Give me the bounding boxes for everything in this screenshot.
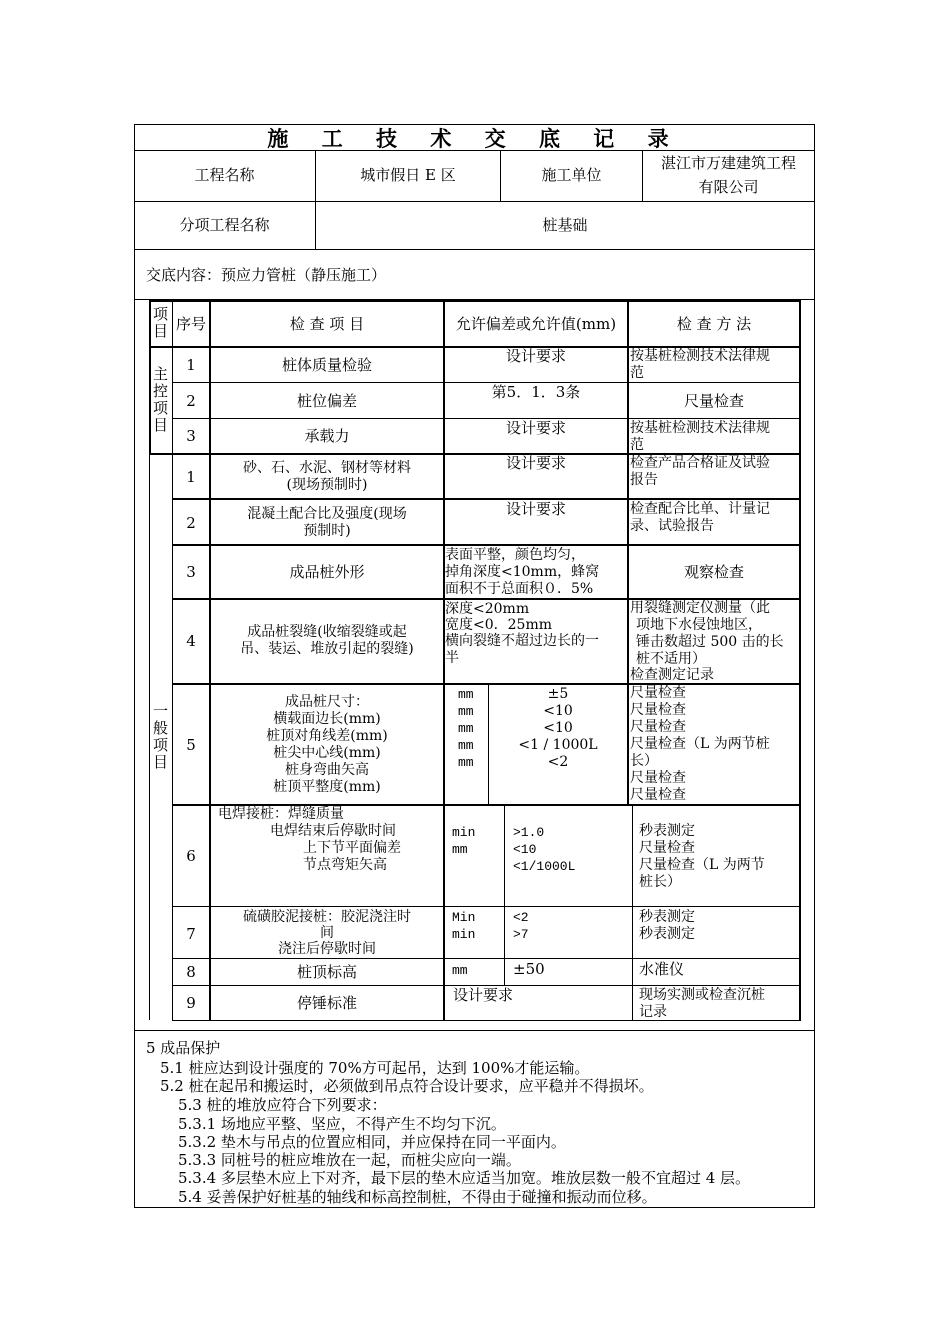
- row-item-line: 桩顶对角线差(mm): [266, 728, 388, 744]
- row-allowance: 设计要求: [453, 986, 514, 1004]
- row-unit: mm: [452, 963, 468, 978]
- row-method: 按基桩检测技术法律规: [630, 348, 770, 364]
- row-item: 桩位偏差: [296, 392, 357, 410]
- notes-heading: 5 成品保护: [146, 1039, 221, 1057]
- page-title: 施 工 技 术 交 底 记 录: [267, 127, 682, 151]
- row-item: 成品桩外形: [289, 563, 365, 581]
- row-item-line: 桩尖中心线(mm): [273, 745, 381, 761]
- row-method: 检查配合比单、计量记: [630, 501, 770, 517]
- row-method-line: 检查测定记录: [630, 667, 714, 683]
- row-item: 硫磺胶泥接桩：胶泥浇注时: [243, 909, 411, 925]
- row-method: 尺量检查: [683, 392, 744, 410]
- row-seq: 2: [186, 514, 196, 532]
- row-method-line: 尺量检查: [630, 770, 686, 786]
- note-line: 5.4 妥善保护好桩基的轴线和标高控制桩，不得由于碰撞和振动而位移。: [178, 1188, 657, 1206]
- column-header-method: 检 查 方 法: [676, 315, 752, 333]
- row-item: 成品桩裂缝(收缩裂缝或起: [247, 624, 407, 640]
- row-method-line: 桩不适用）: [636, 651, 706, 667]
- row-item-line: 预制时): [303, 523, 351, 539]
- row-item-line: 上下节平面偏差: [303, 840, 401, 856]
- row-value: >7: [513, 927, 529, 942]
- note-line: 5.2 桩在起吊和搬运时，必须做到吊点符合设计要求，应平稳并不得损坏。: [160, 1077, 654, 1095]
- row-unit: mm: [458, 755, 474, 770]
- row-method-line: 记录: [639, 1004, 667, 1020]
- row-value: ±50: [513, 960, 545, 978]
- construction-unit-label: 施工单位: [541, 166, 602, 184]
- row-method-line: 报告: [630, 472, 658, 488]
- row-value: <2: [513, 910, 529, 925]
- row-item-line: 间: [320, 925, 334, 941]
- row-seq: 6: [186, 847, 196, 865]
- row-method-line: 锤击数超过 500 击的长: [636, 634, 784, 650]
- row-value: <1 / 1000L: [518, 737, 598, 753]
- row-unit: mm: [458, 704, 474, 719]
- column-header-seq: 序号: [175, 315, 206, 333]
- row-value: <2: [547, 754, 569, 770]
- row-seq: 8: [186, 963, 196, 981]
- row-value: <1/1000L: [513, 859, 576, 874]
- row-allowance-line: 宽度<0．25mm: [445, 617, 553, 633]
- row-seq: 3: [186, 563, 196, 581]
- row-item-line: 电焊结束后停歇时间: [270, 823, 396, 839]
- row-item-line: 横载面边长(mm): [273, 711, 381, 727]
- row-value: >1.0: [513, 825, 545, 840]
- sub-project-value: 桩基础: [542, 216, 588, 234]
- row-method-line: 尺量检查（L 为两节桩: [630, 736, 770, 752]
- row-unit: min: [452, 927, 476, 942]
- row-allowance: 深度<20mm: [445, 601, 530, 617]
- row-method-line: 范: [630, 365, 644, 381]
- column-header-check-item: 检 查 项 目: [289, 315, 365, 333]
- row-item-line: 桩身弯曲矢高: [285, 762, 369, 778]
- row-unit: mm: [452, 842, 468, 857]
- row-value: <10: [543, 720, 573, 736]
- row-seq: 5: [186, 736, 196, 754]
- row-seq: 1: [186, 356, 196, 374]
- row-value: <10: [543, 703, 573, 719]
- row-seq: 2: [186, 392, 196, 410]
- construction-unit-value-2: 有限公司: [698, 178, 759, 196]
- row-item-line: 桩顶平整度(mm): [273, 779, 381, 795]
- row-allowance-line: 掉角深度<10mm，蜂窝: [445, 564, 600, 580]
- row-method-line: 桩长）: [639, 874, 681, 890]
- row-seq: 4: [186, 632, 196, 650]
- row-method-line: 长）: [630, 753, 658, 769]
- row-seq: 9: [186, 994, 196, 1012]
- row-method: 观察检查: [683, 563, 744, 581]
- row-allowance-line: 横向裂缝不超过边长的一: [445, 633, 599, 649]
- row-unit: mm: [458, 687, 474, 702]
- row-method: 按基桩检测技术法律规: [630, 420, 770, 436]
- row-method: 秒表测定: [639, 823, 695, 839]
- note-line: 5.1 桩应达到设计强度的 70%方可起吊，达到 100%才能运输。: [160, 1059, 590, 1077]
- row-method-line: 范: [630, 437, 644, 453]
- row-item-line: 吊、装运、堆放引起的裂缝): [240, 641, 414, 657]
- row-allowance: 设计要求: [505, 454, 566, 472]
- row-unit: min: [452, 825, 476, 840]
- row-method: 检查产品合格证及试验: [630, 455, 770, 471]
- row-item: 承载力: [304, 427, 350, 445]
- row-allowance-line: 面积不于总面积０．5%: [445, 581, 594, 597]
- row-item: 砂、石、水泥、钢材等材料: [243, 460, 411, 476]
- row-item: 电焊接桩：焊缝质量: [218, 806, 344, 822]
- disclosure-content: 交底内容：预应力管桩（静压施工）: [146, 266, 387, 284]
- row-item-line: 浇注后停歇时间: [278, 941, 376, 957]
- row-item: 桩顶标高: [296, 963, 357, 981]
- row-method: 尺量检查: [630, 685, 686, 701]
- row-unit: mm: [458, 721, 474, 736]
- row-method-line: 录、试验报告: [630, 518, 714, 534]
- row-item-line: 节点弯矩矢高: [303, 857, 387, 873]
- row-seq: 3: [186, 427, 196, 445]
- note-line: 5.3.1 场地应平整、坚应，不得产生不均匀下沉。: [178, 1115, 506, 1133]
- group-main-control: 主控项目: [152, 365, 168, 434]
- row-seq: 1: [186, 468, 196, 486]
- sub-project-label: 分项工程名称: [179, 216, 270, 234]
- row-method: 现场实测或检查沉桩: [639, 987, 765, 1003]
- row-method-line: 尺量检查: [639, 840, 695, 856]
- row-method-line: 尺量检查（L 为两节: [639, 857, 765, 873]
- project-name-value: 城市假日 E 区: [360, 166, 456, 184]
- row-value: <10: [513, 842, 537, 857]
- row-item: 桩体质量检验: [281, 356, 372, 374]
- row-item: 混凝土配合比及强度(现场: [247, 506, 407, 522]
- note-line: 5.3.2 垫木与吊点的位置应相同，并应保持在同一平面内。: [178, 1133, 566, 1151]
- row-unit: mm: [458, 738, 474, 753]
- row-method: 水准仪: [639, 960, 685, 978]
- row-allowance: 设计要求: [505, 347, 566, 365]
- row-method-line: 尺量检查: [630, 719, 686, 735]
- row-item: 成品桩尺寸：: [285, 694, 369, 710]
- row-item: 停锤标准: [296, 994, 357, 1012]
- row-method-line: 秒表测定: [639, 926, 695, 942]
- construction-unit-value: 湛江市万建建筑工程: [660, 154, 796, 172]
- row-item-line: (现场预制时): [286, 477, 368, 493]
- note-line: 5.3 桩的堆放应符合下列要求：: [178, 1096, 387, 1114]
- row-allowance-line: 半: [445, 650, 459, 666]
- row-value: ±5: [547, 686, 569, 702]
- project-name-label: 工程名称: [194, 166, 255, 184]
- row-unit: Min: [452, 910, 476, 925]
- row-allowance: 第5．1．3条: [491, 383, 581, 401]
- row-method-line: 尺量检查: [630, 787, 686, 803]
- row-allowance: 设计要求: [505, 500, 566, 518]
- row-method: 秒表测定: [639, 909, 695, 925]
- row-allowance: 表面平整，颜色均匀，: [445, 547, 585, 563]
- row-method-line: 尺量检查: [630, 702, 686, 718]
- group-general: 一般项目: [152, 702, 168, 771]
- note-line: 5.3.4 多层垫木应上下对齐，最下层的垫木应适当加宽。堆放层数一般不宜超过 4 层。: [178, 1169, 751, 1187]
- row-seq: 7: [186, 925, 196, 943]
- note-line: 5.3.3 同桩号的桩应堆放在一起，而桩尖应向一端。: [178, 1151, 521, 1169]
- row-allowance: 设计要求: [505, 419, 566, 437]
- column-header-allowance: 允许偏差或允许值(mm): [455, 315, 617, 333]
- row-method-line: 项地下水侵蚀地区，: [636, 617, 762, 633]
- row-method: 用裂缝测定仪测量（此: [630, 600, 770, 616]
- column-header-item: 项目: [152, 305, 168, 340]
